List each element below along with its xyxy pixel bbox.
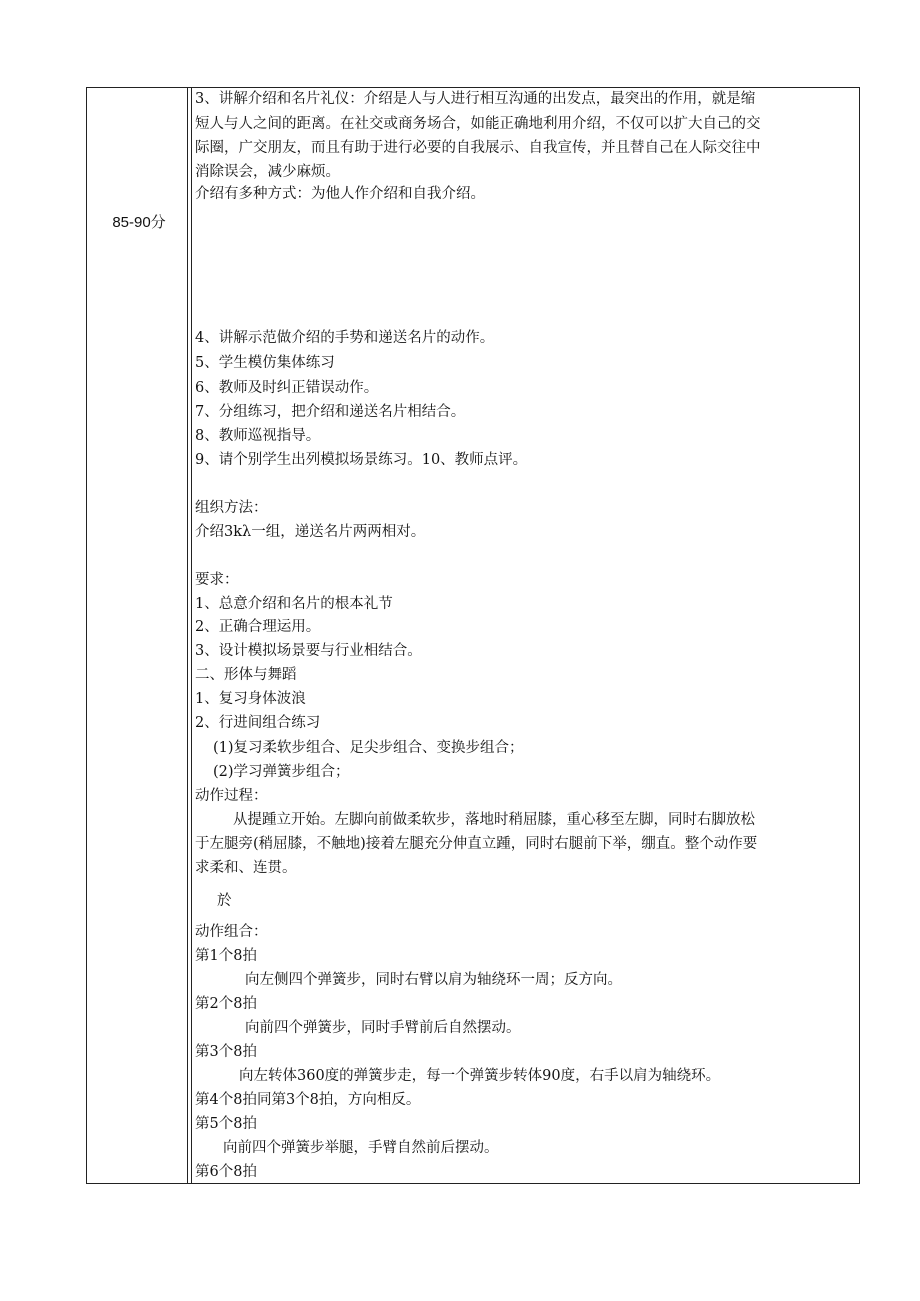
- text-line: 际圈，广交朋友，而且有助于进行必要的自我展示、自我宣传，并且替自己在人际交往中: [195, 140, 761, 156]
- text-line: 7、分组练习，把介绍和递送名片相结合。: [195, 404, 466, 420]
- text-line: 介绍有多种方式：为他人作介绍和自我介绍。: [195, 186, 485, 202]
- text-line: 4、讲解示范做介绍的手势和递送名片的动作。: [195, 330, 495, 346]
- text-line: 1、复习身体波浪: [195, 691, 306, 707]
- text-line: 2、行进间组合练习: [195, 715, 321, 731]
- text-line: 5、学生模仿集体练习: [195, 355, 335, 371]
- text-line: 8、教师巡视指导。: [195, 428, 321, 444]
- text-line: 3、讲解介绍和名片礼仪：介绍是人与人进行相互沟通的出发点，最突出的作用，就是缩: [195, 91, 756, 107]
- text-line: 向左转体360度的弹簧步走，每一个弹簧步转体90度，右手以肩为轴绕环。: [239, 1068, 721, 1084]
- text-line: 从提踵立开始。左脚向前做柔软步，落地时稍屈膝，重心移至左脚，同时右脚放松: [233, 812, 755, 828]
- text-line: 第5个8拍: [195, 1116, 257, 1132]
- text-line: 二、形体与舞蹈: [195, 667, 297, 683]
- text-line: 介绍3kλ一组，递送名片两两相对。: [195, 524, 426, 540]
- score-cell: [87, 88, 192, 1183]
- text-line: 9、请个别学生出列模拟场景练习。10、教师点评。: [195, 452, 528, 468]
- text-line: 2、正确合理运用。: [195, 619, 321, 635]
- text-line: 第6个8拍: [195, 1164, 257, 1180]
- text-line: 向前四个弹簧步，同时手臂前后自然摆动。: [245, 1020, 521, 1036]
- text-line: 3、设计模拟场景要与行业相结合。: [195, 643, 422, 659]
- text-line: 6、教师及时纠正错误动作。: [195, 380, 379, 396]
- text-line: 动作组合：: [195, 924, 268, 940]
- text-line: (2)学习弹簧步组合；: [213, 764, 350, 780]
- score-label: 85-90分: [112, 214, 166, 231]
- text-line: 第4个8拍同第3个8拍，方向相反。: [195, 1092, 421, 1108]
- text-line: 要求：: [195, 572, 239, 588]
- text-line: 消除误会，减少麻烦。: [195, 164, 340, 180]
- text-line: 第2个8拍: [195, 996, 257, 1012]
- text-line: 第1个8拍: [195, 948, 257, 964]
- text-line: 向左侧四个弹簧步，同时右臂以肩为轴绕环一周；反方向。: [245, 972, 622, 988]
- text-line: 第3个8拍: [195, 1044, 257, 1060]
- text-line: 求柔和、连贯。: [195, 860, 297, 876]
- text-line: (1)复习柔软步组合、足尖步组合、变换步组合；: [213, 740, 524, 756]
- text-line: 1、总意介绍和名片的根本礼节: [195, 596, 393, 612]
- lesson-table: [86, 87, 860, 1184]
- text-line: 向前四个弹簧步举腿，手臂自然前后摆动。: [223, 1140, 499, 1156]
- text-line: 于左腿旁(稍屈膝，不触地)接着左腿充分伸直立踵，同时右腿前下举，绷直。整个动作要: [195, 836, 758, 852]
- text-line: 组织方法：: [195, 500, 268, 516]
- text-line: 短人与人之间的距离。在社交或商务场合，如能正确地利用介绍，不仅可以扩大自己的交: [195, 116, 761, 132]
- text-line: 於: [217, 893, 232, 909]
- text-line: 动作过程：: [195, 788, 268, 804]
